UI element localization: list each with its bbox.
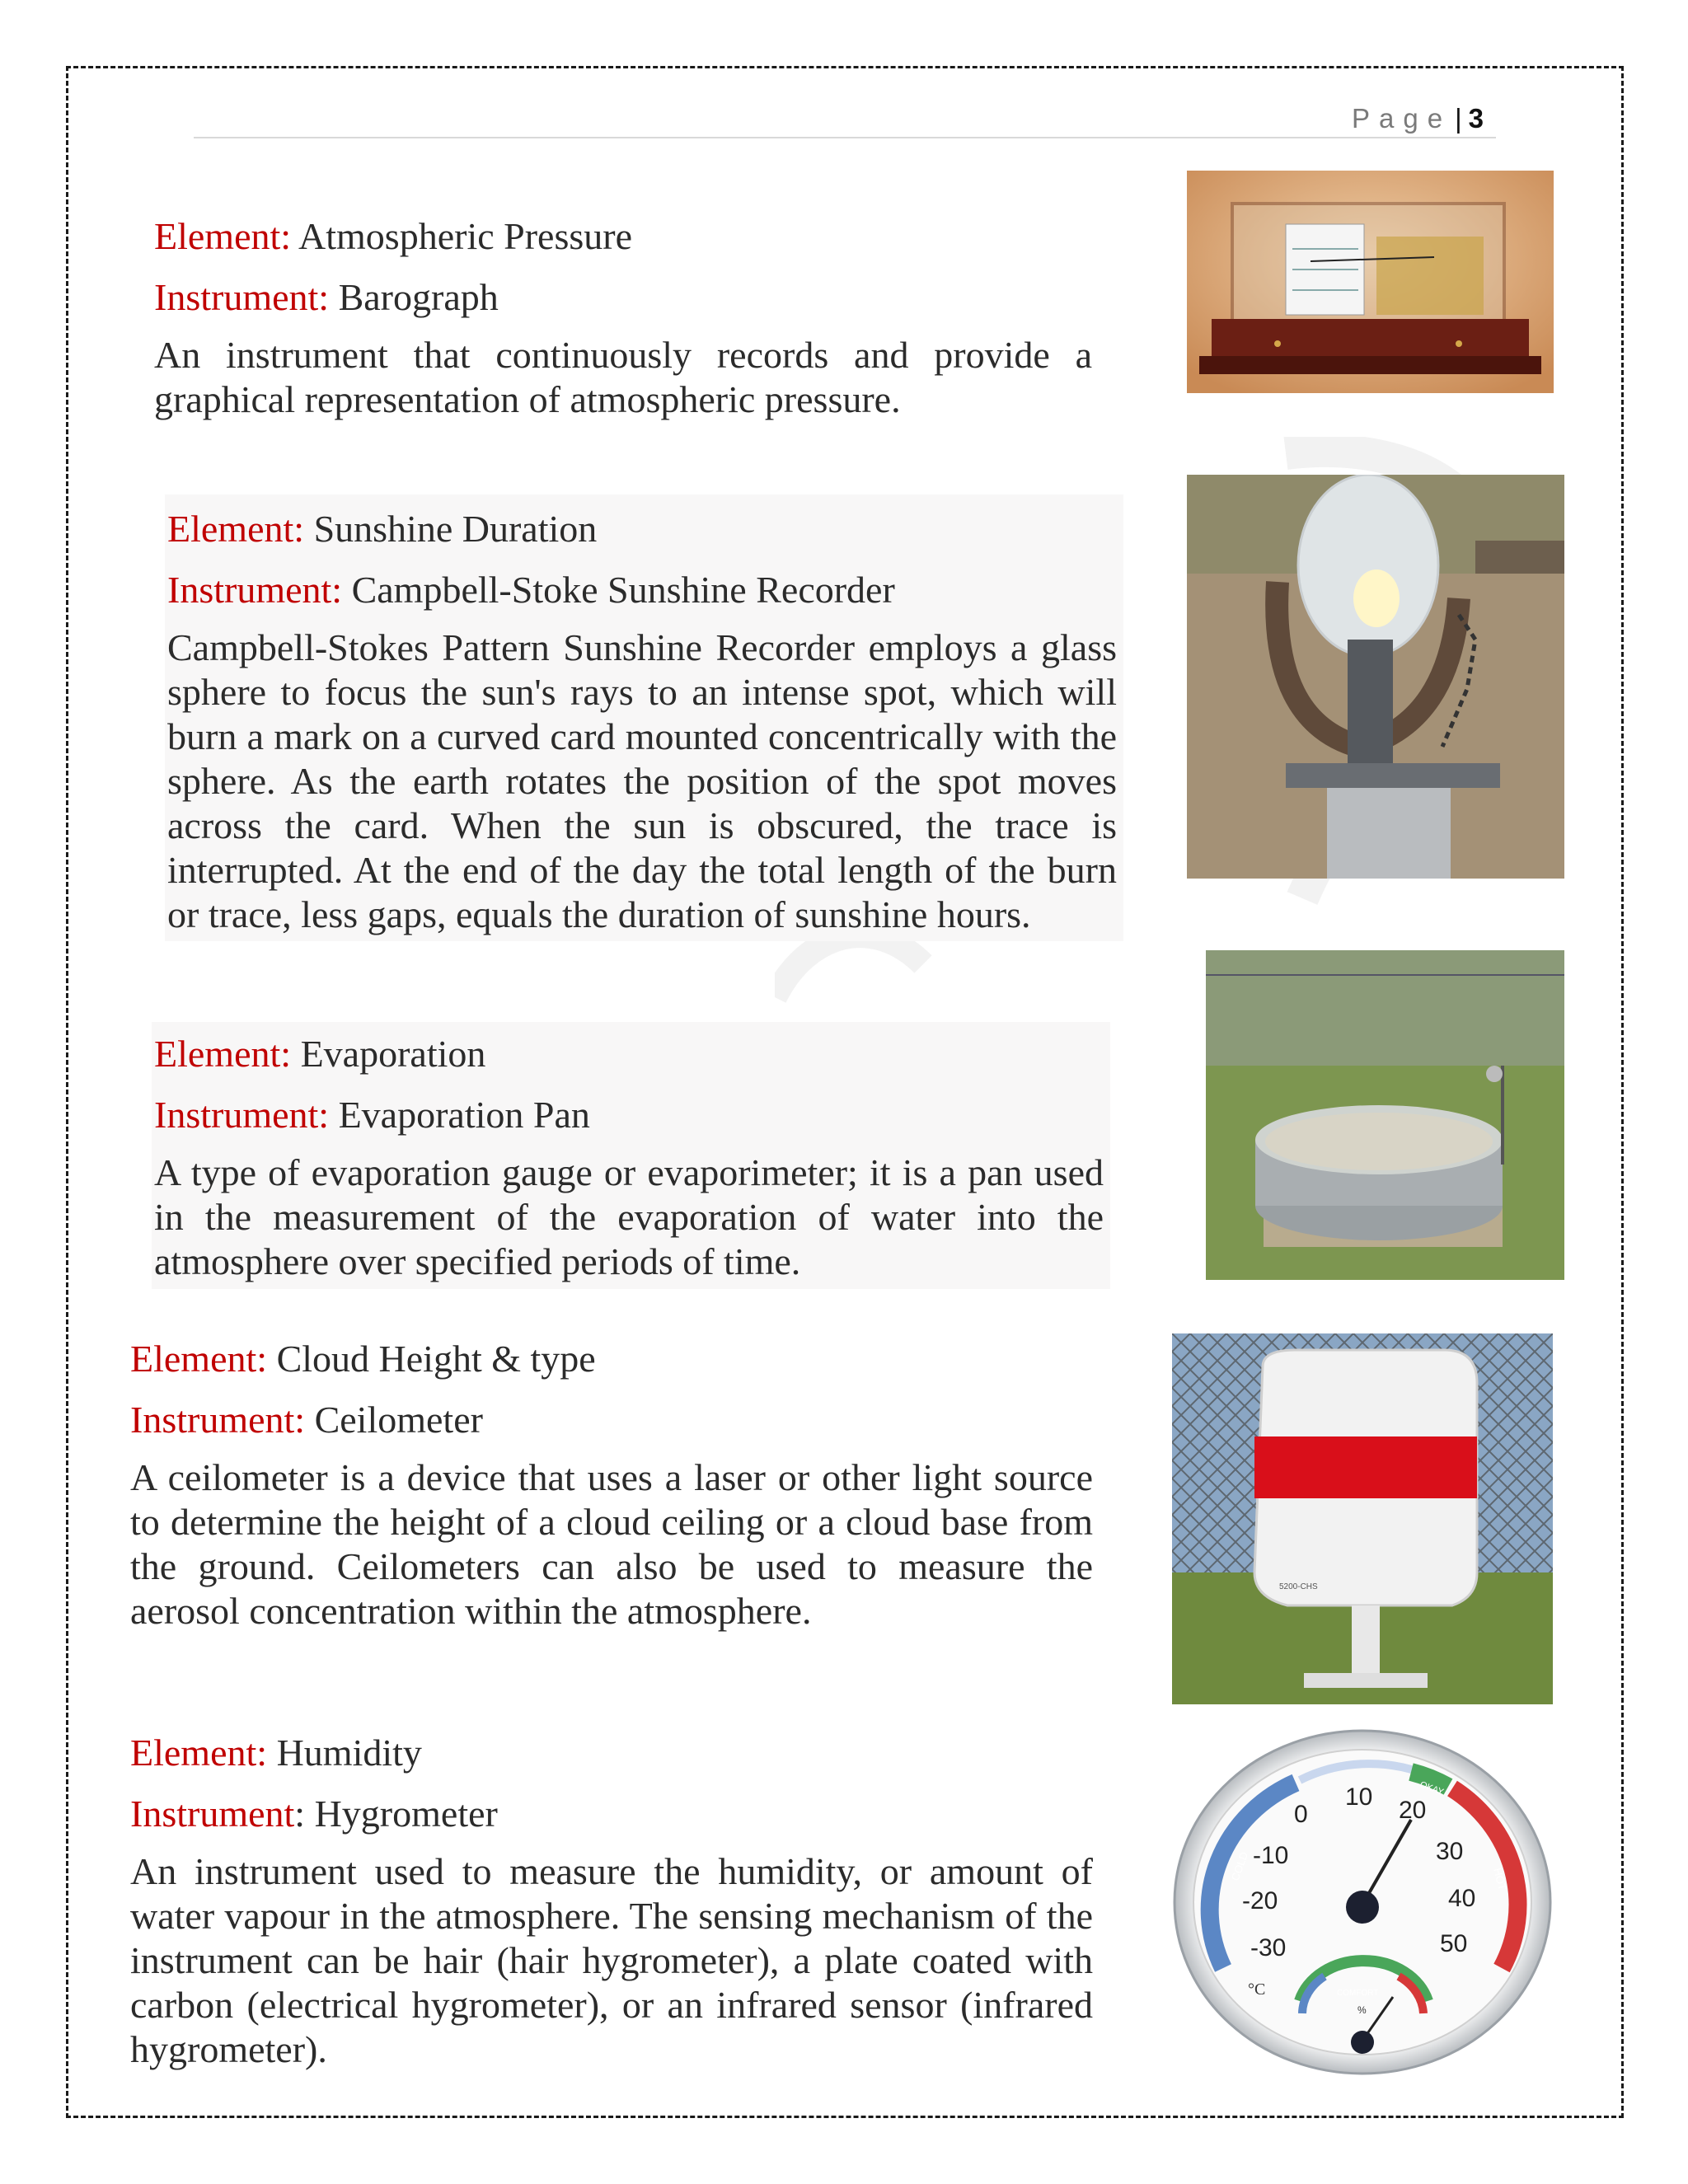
temp-tick-minus30: -30: [1250, 1934, 1287, 1961]
element-line: [154, 1024, 1110, 1085]
instrument-line: [154, 1085, 1110, 1146]
element-line: [130, 1329, 1093, 1390]
instrument-value: Campbell-Stoke Sunshine Recorder: [351, 569, 895, 611]
element-label: Element:: [130, 1732, 268, 1774]
humidity-unit-label: %: [1357, 2004, 1367, 2016]
element-line: [154, 206, 1092, 267]
evaporation-pan-image: [1206, 950, 1564, 1280]
okay-label: OKAY: [1418, 1779, 1446, 1797]
ceilometer-image: [1172, 1333, 1553, 1704]
section-humidity: [130, 1722, 1093, 2072]
element-line: [130, 1722, 1093, 1783]
barograph-image: [1187, 171, 1554, 393]
temp-tick-50: 50: [1440, 1930, 1468, 1957]
temp-tick-20: 20: [1399, 1797, 1427, 1824]
page-label: Page: [1352, 103, 1452, 134]
unit-label: °C: [1248, 1980, 1266, 1999]
section-atmospheric-pressure: [154, 206, 1092, 422]
instrument-value: Evaporation Pan: [338, 1094, 590, 1136]
instrument-label: Instrument: [130, 1793, 295, 1835]
hygrometer-image: [1172, 1729, 1553, 2075]
section-sunshine-duration: [165, 494, 1123, 941]
element-label: Element:: [154, 215, 292, 257]
page-header: [1352, 99, 1500, 138]
element-value: Humidity: [276, 1732, 422, 1774]
instrument-colon: :: [294, 1793, 306, 1835]
element-value: Cloud Height & type: [276, 1338, 596, 1380]
instrument-label: Instrument:: [154, 276, 330, 318]
element-value: Atmospheric Pressure: [298, 215, 633, 257]
instrument-value: Ceilometer: [314, 1399, 483, 1441]
element-value: Sunshine Duration: [313, 508, 598, 550]
temp-tick-0: 0: [1294, 1801, 1308, 1828]
temp-tick-minus10: -10: [1253, 1842, 1289, 1869]
section-evaporation: [152, 1022, 1110, 1289]
instrument-label: Instrument:: [154, 1094, 330, 1136]
instrument-label: Instrument:: [167, 569, 343, 611]
temp-tick-40: 40: [1448, 1885, 1476, 1912]
instrument-value: Hygrometer: [314, 1793, 498, 1835]
instrument-line: [130, 1783, 1093, 1844]
description: Campbell-Stokes Pattern Sunshine Recorder employs a glass sphere to focus the sun's rays to an intense spot, which will burn a mark on a curved card mounted concentrically with the sphere. As the earth rotates the position of the spot moves across the card. When the sun is obscured, the trace is interrupted. At the end of the day the total length of the burn or trace, less gaps, equals the duration of sunshine hours.: [167, 626, 1117, 935]
element-label: Element:: [167, 508, 305, 550]
element-label: Element:: [130, 1338, 268, 1380]
instrument-line: [154, 267, 1092, 328]
header-separator: |: [1455, 103, 1462, 134]
temp-tick-30: 30: [1436, 1838, 1464, 1865]
hot-label: HOT: [1491, 1866, 1509, 1892]
header-rule: [194, 137, 1496, 138]
instrument-label: Instrument:: [130, 1399, 306, 1441]
description: An instrument used to measure the humidity, or amount of water vapour in the atmosphere. The sensing mechanism of the instrument can be hair (hair hygrometer), a plate coated with carbon (electrical hygrometer), or an infrared sensor (infrared hygrometer).: [130, 1850, 1093, 2070]
ceilometer-model-label: 5200-CHS: [1279, 1582, 1318, 1591]
page-number: 3: [1468, 103, 1484, 134]
comfort-label: COMFORT: [1337, 1989, 1379, 1998]
cold-label: COLD: [1228, 1849, 1251, 1883]
section-cloud-height: [130, 1329, 1093, 1633]
instrument-line: [130, 1390, 1093, 1451]
element-label: Element:: [154, 1033, 292, 1075]
instrument-line: [167, 560, 1123, 621]
description: A ceilometer is a device that uses a laser or other light source to determine the height of a cloud ceiling or a cloud base from the ground. Ceilometers can also be used to measure the aerosol concentration within the atmosphere.: [130, 1456, 1093, 1632]
temp-tick-minus20: -20: [1242, 1887, 1278, 1915]
description: An instrument that continuously records and provide a graphical representation of atmospheric pressure.: [154, 334, 1092, 420]
description: A type of evaporation gauge or evaporimeter; it is a pan used in the measurement of the evaporation of water into the atmosphere over specified periods of time.: [154, 1151, 1104, 1282]
element-line: [167, 499, 1123, 560]
temp-tick-10: 10: [1345, 1783, 1373, 1811]
instrument-value: Barograph: [338, 276, 499, 318]
sunshine-recorder-image: [1187, 475, 1564, 879]
element-value: Evaporation: [300, 1033, 486, 1075]
